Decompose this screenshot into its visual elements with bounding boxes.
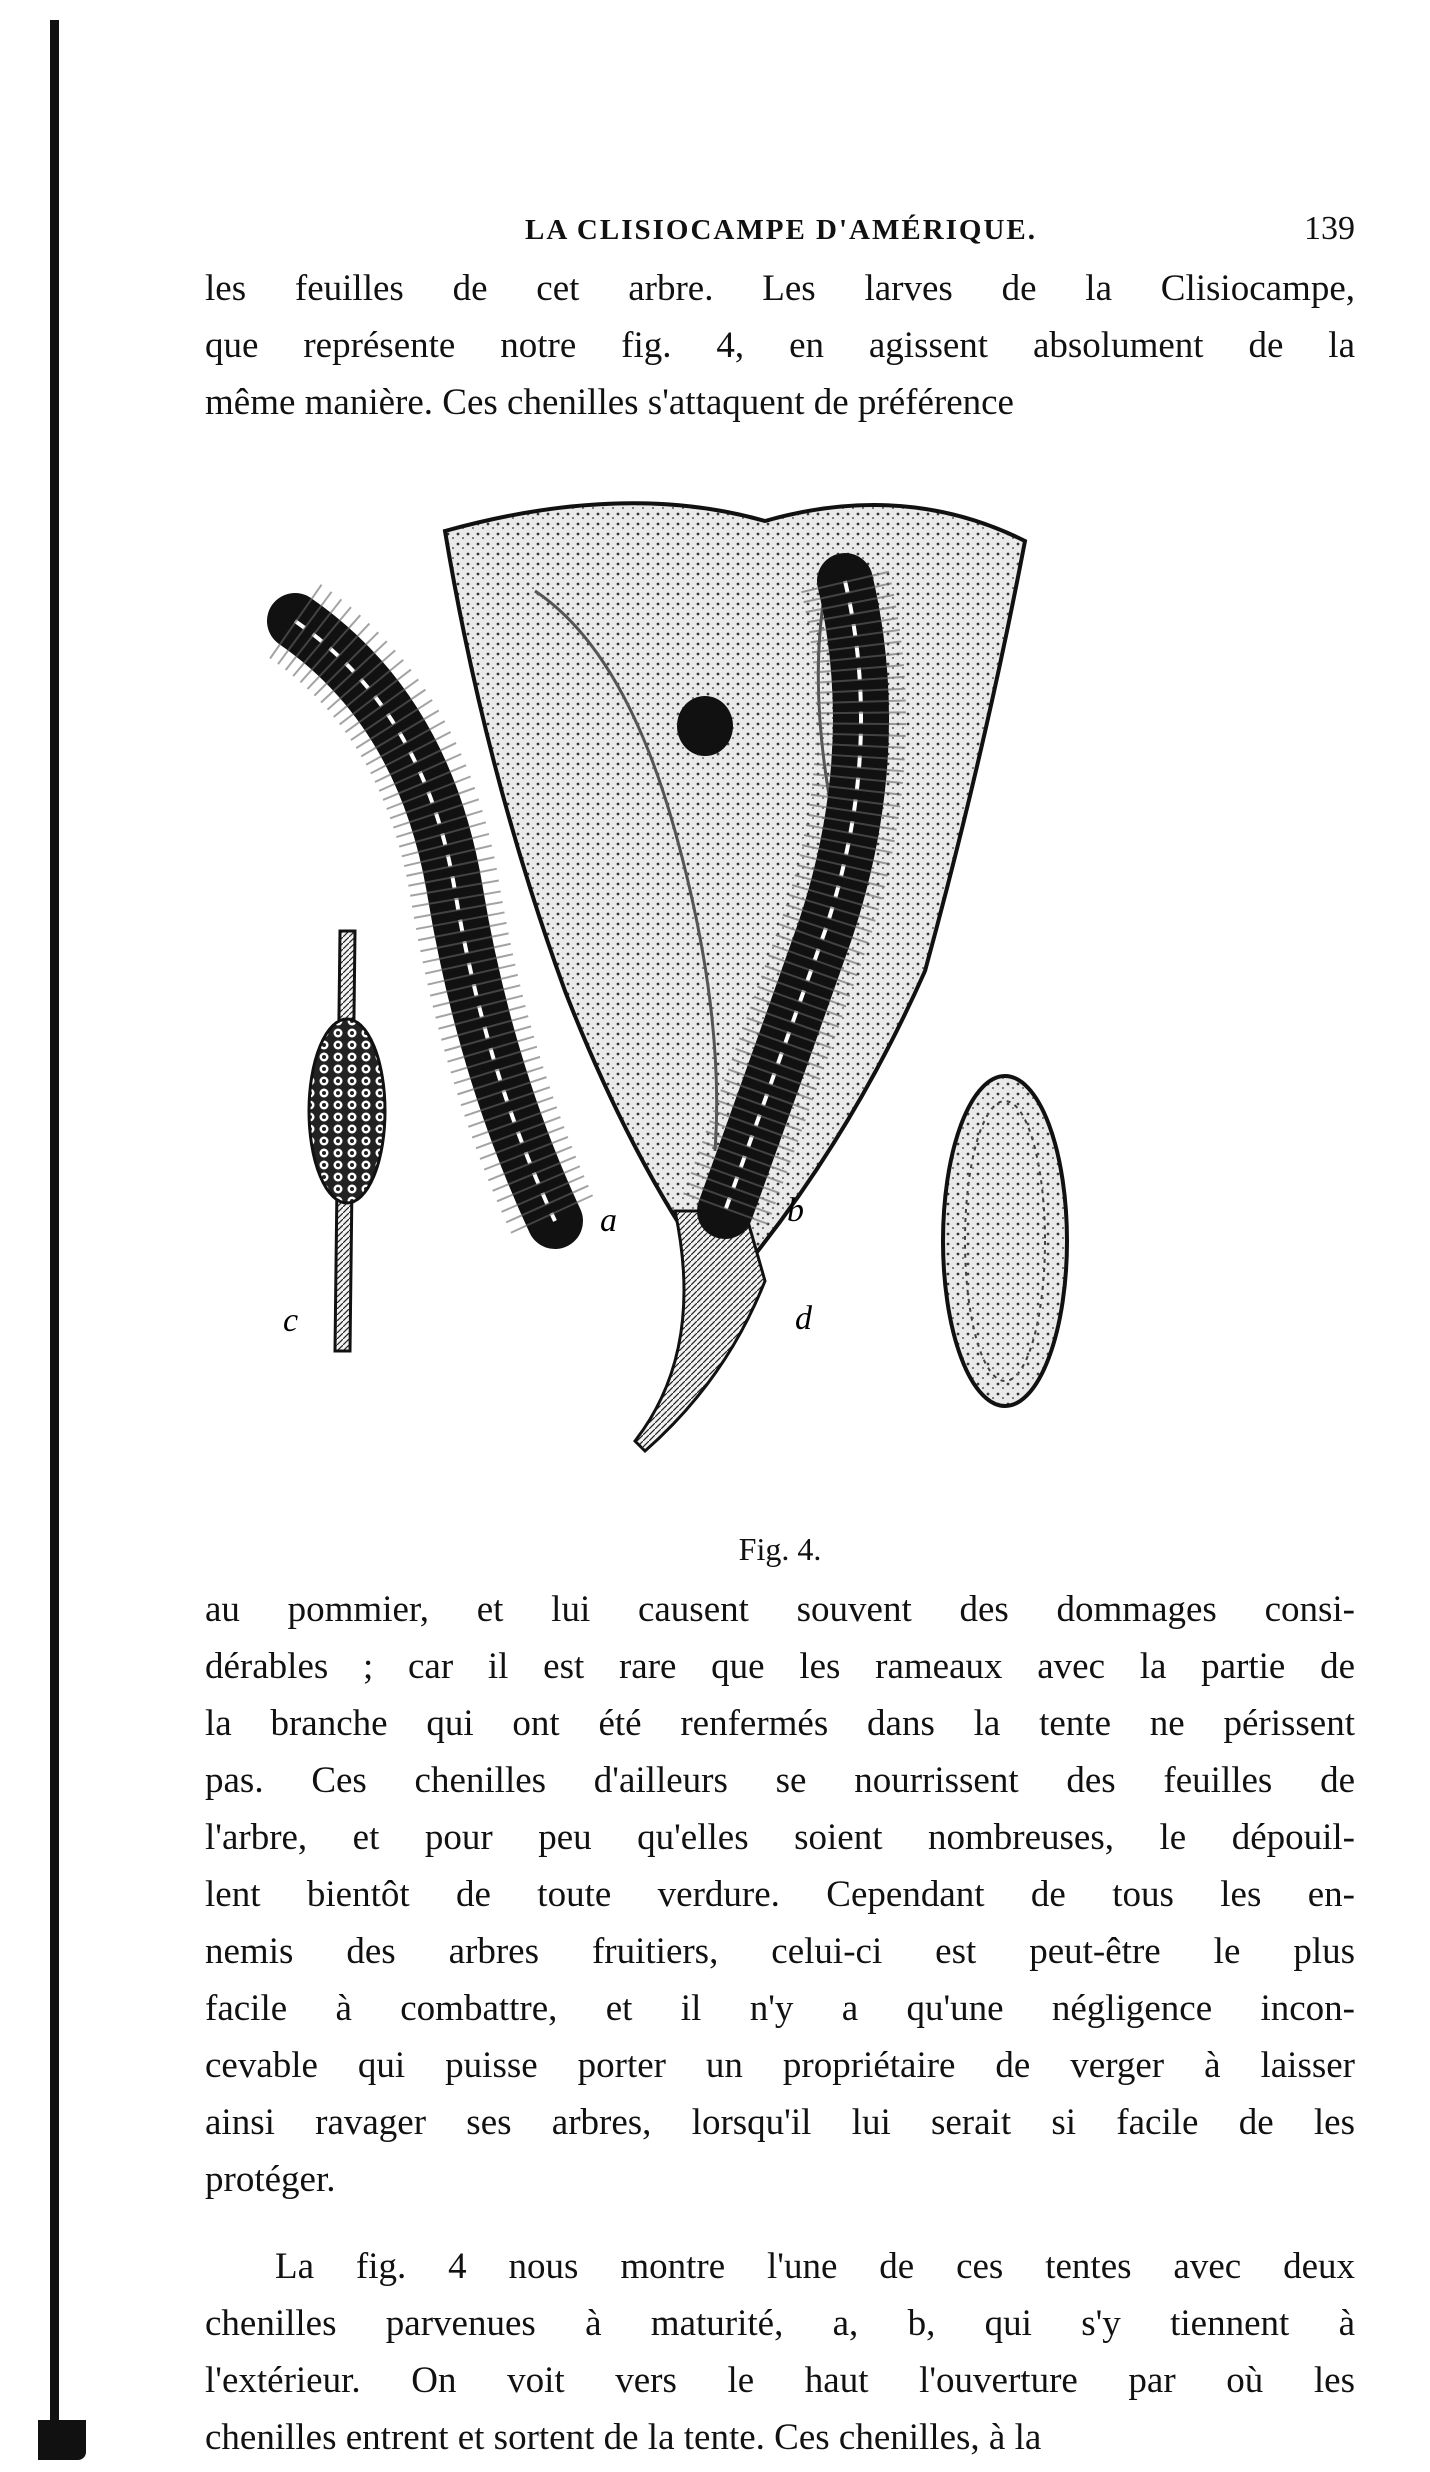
paragraph-3 [205,2238,1355,2466]
figure-label-d: d [795,1300,812,1337]
page [205,200,1355,2466]
tent-opening [677,696,733,756]
text-line: pas. Ces chenilles d'ailleurs se nourrissent des feuilles de [205,1760,1355,1801]
book-spine-foot [38,2420,86,2460]
running-title: LA CLISIOCAMPE D'AMÉRIQUE. [525,214,1038,246]
text-line: cevable qui puisse porter un propriétaire de verger à laisser [205,2045,1355,2086]
page-header [205,200,1355,260]
figure-label-c: c [283,1302,299,1339]
branch [635,1211,765,1451]
figure-label-a: a [600,1202,617,1239]
egg-mass-twig-c [309,931,385,1351]
text-line: les feuilles de cet arbre. Les larves de la Clisiocampe, [205,268,1355,309]
text-line: facile à combattre, et il n'y a qu'une négligence incon- [205,1988,1355,2029]
paragraph-1 [205,260,1355,431]
page-number: 139 [1304,210,1355,247]
cocoon-d [943,1076,1067,1406]
text-line: ainsi ravager ses arbres, lorsqu'il lui serait si facile de les [205,2102,1355,2143]
text-line: l'extérieur. On voit vers le haut l'ouverture par où les [205,2360,1355,2401]
figure-caption: Fig. 4. [738,1531,822,1567]
text-line: La fig. 4 nous montre l'une de ces tentes avec deux [275,2246,1355,2287]
caterpillar-tent-illustration [205,451,1355,1521]
text-line: même manière. Ces chenilles s'attaquent de préférence [205,382,1014,423]
text-line: chenilles parvenues à maturité, a, b, qui s'y tiennent à [205,2303,1355,2344]
text-line: nemis des arbres fruitiers, celui-ci est peut-être le plus [205,1931,1355,1972]
text-line: l'arbre, et pour peu qu'elles soient nombreuses, le dépouil- [205,1817,1355,1858]
text-line: protéger. [205,2159,336,2200]
figure-4 [205,451,1355,1581]
figure-label-b: b [787,1192,804,1229]
text-line: chenilles entrent et sortent de la tente. Ces chenilles, à la [205,2417,1042,2458]
text-line: au pommier, et lui causent souvent des dommages consi- [205,1589,1355,1630]
text-line: lent bientôt de toute verdure. Cependant de tous les en- [205,1874,1355,1915]
text-line: la branche qui ont été renfermés dans la tente ne périssent [205,1703,1355,1744]
book-spine-edge [50,20,59,2440]
text-line: dérables ; car il est rare que les rameaux avec la partie de [205,1646,1355,1687]
paragraph-2 [205,1581,1355,2208]
text-line: que représente notre fig. 4, en agissent absolument de la [205,325,1355,366]
